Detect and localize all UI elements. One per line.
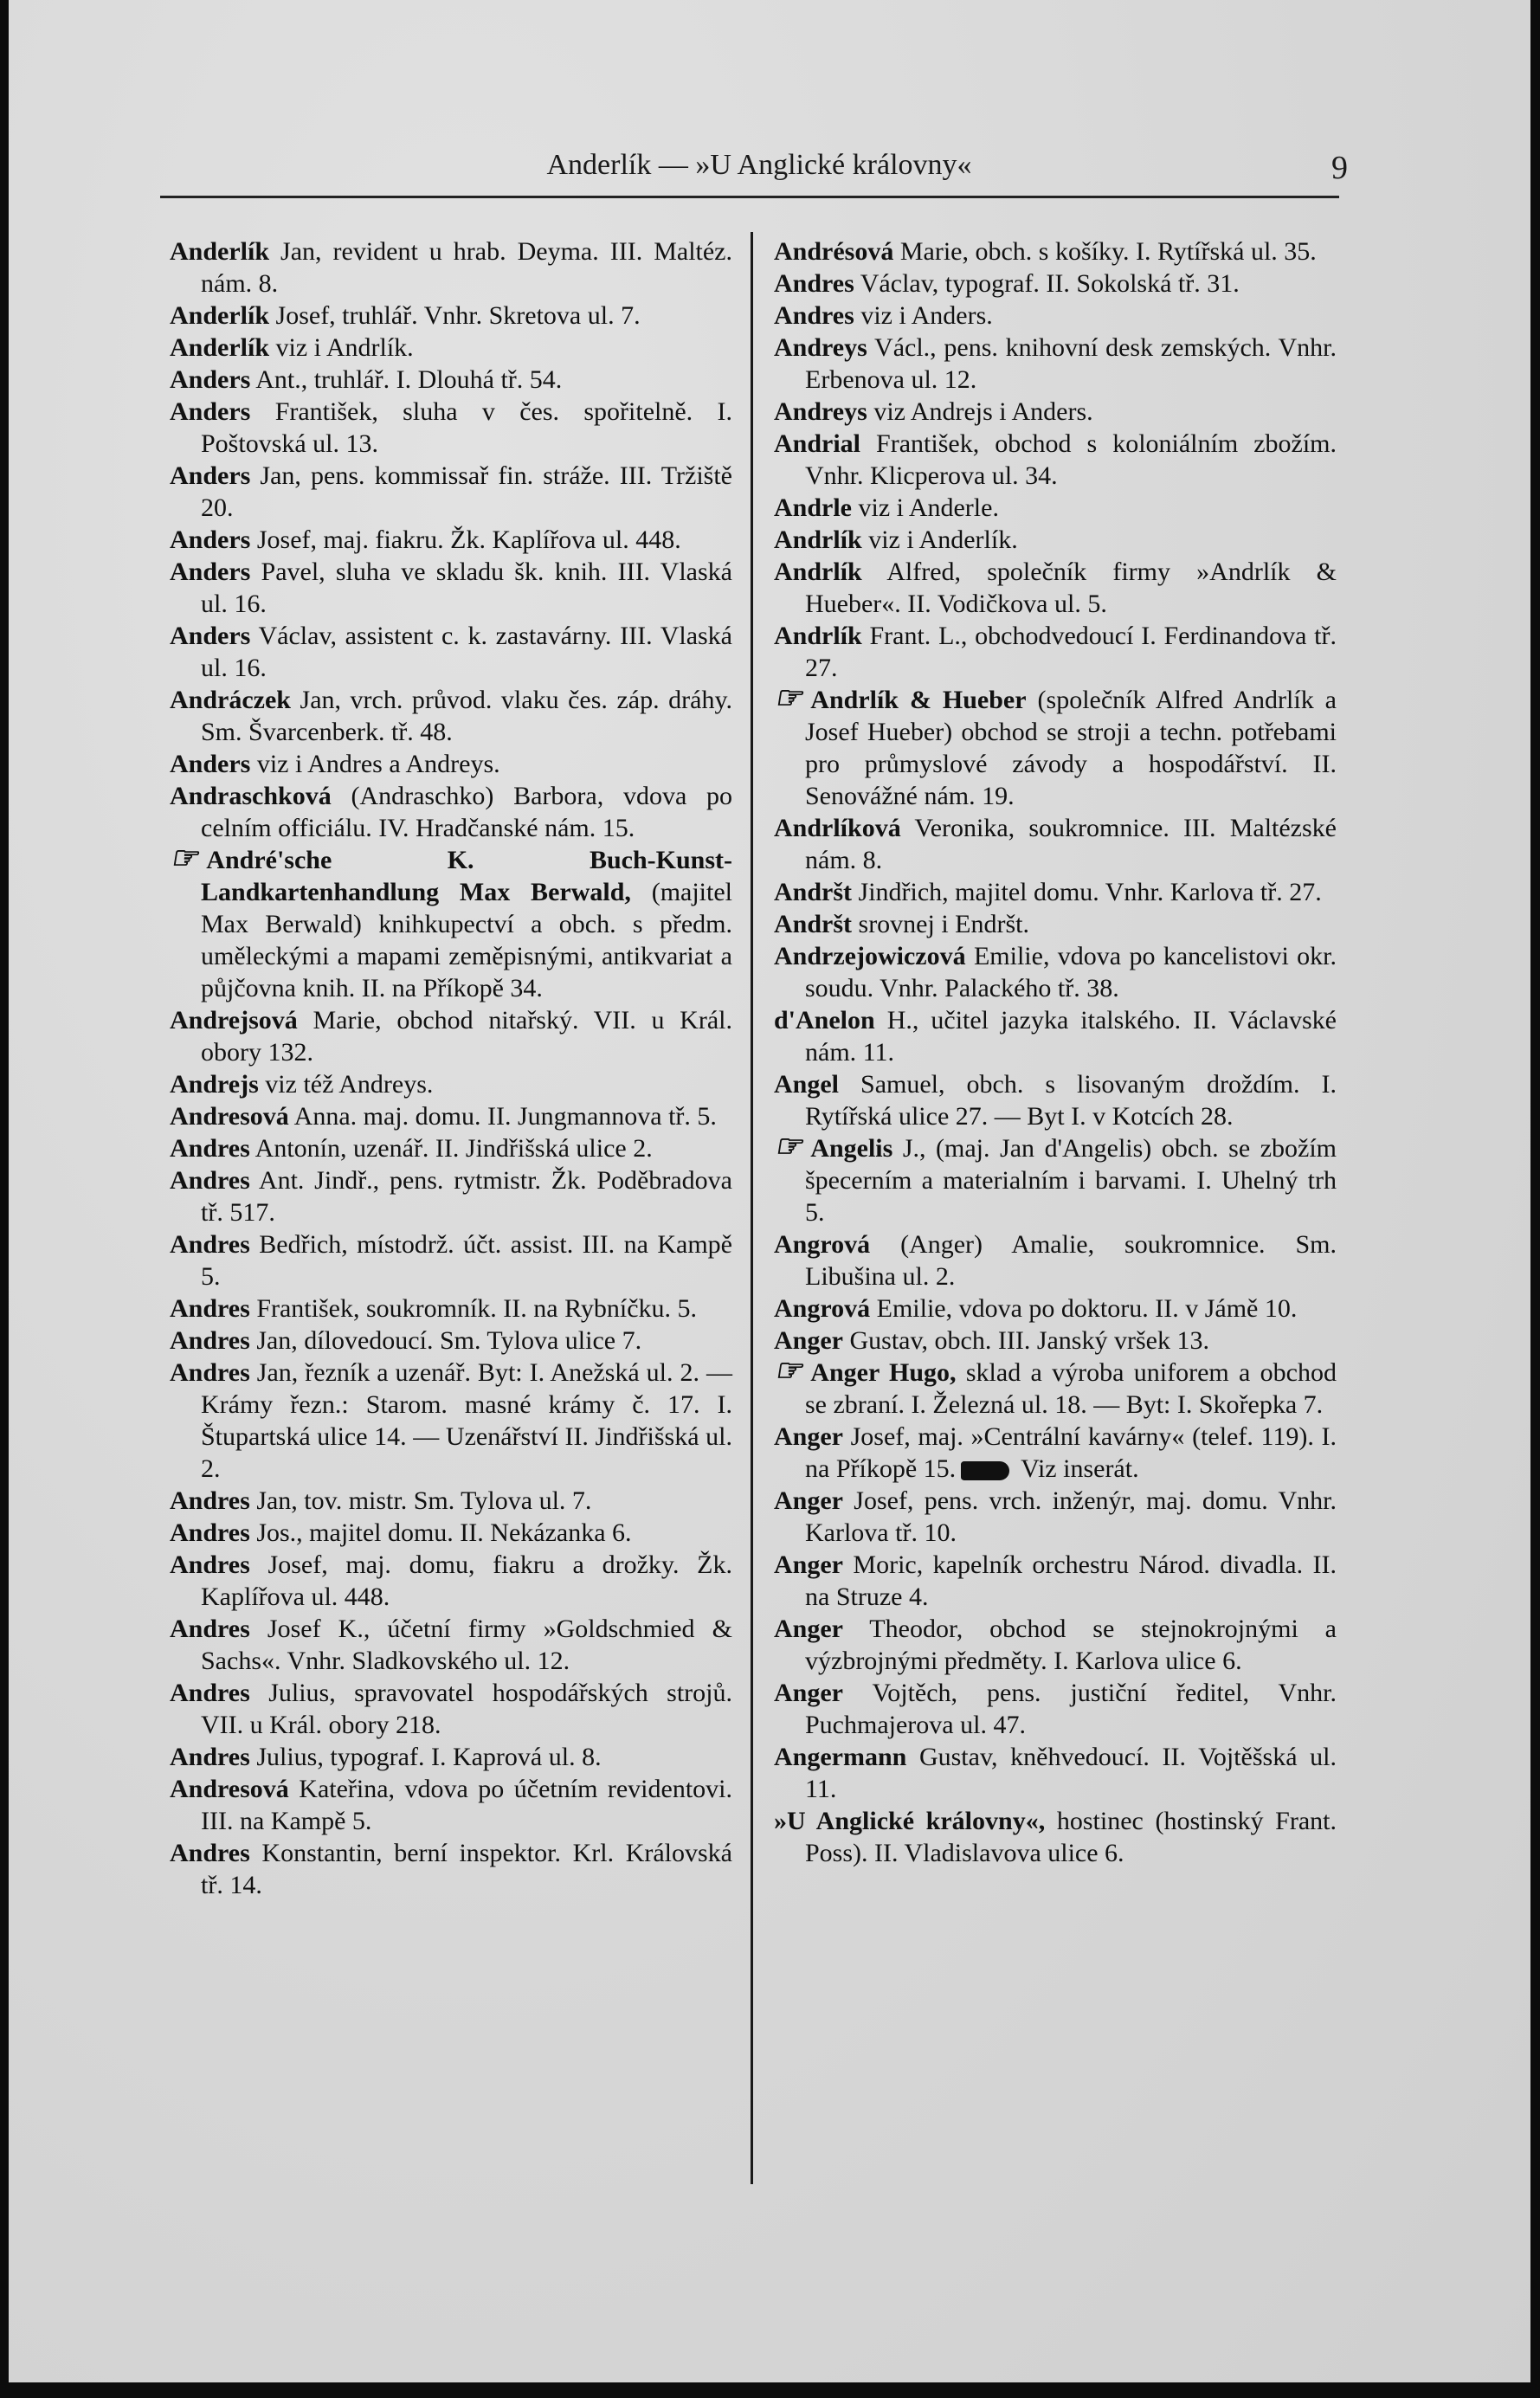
entry-name: Andres	[774, 301, 854, 330]
directory-entry	[170, 1228, 732, 1292]
directory-entry	[774, 1805, 1337, 1869]
entry-name: Andrejsová	[170, 1006, 298, 1035]
directory-entry	[774, 1613, 1337, 1677]
pointing-hand-icon: ☞	[170, 841, 198, 875]
entry-name: Andreys	[774, 397, 867, 426]
entry-details: Josef, maj. domu, fiakru a drožky. Žk. Kaplířova ul. 448.	[201, 1550, 732, 1611]
directory-entry	[774, 1325, 1337, 1357]
directory-entry	[774, 620, 1337, 684]
directory-entry	[774, 908, 1337, 940]
entry-details: (společník Alfred Andrlík a Josef Hueber) obchod se stroji a techn. potřebami pro průmyslové závody a hospodářství. II. Senovážné nám. 19.	[805, 686, 1337, 810]
entry-details: Moric, kapelník orchestru Národ. divadla. II. na Struze 4.	[805, 1550, 1337, 1611]
directory-entry	[170, 300, 732, 332]
entry-details: Josef, maj. fiakru. Žk. Kaplířova ul. 448.	[250, 525, 681, 554]
entry-details: Bedřich, místodrž. účt. assist. III. na Kampě 5.	[201, 1230, 732, 1291]
entry-details: Veronika, soukromnice. III. Maltézské nám. 8.	[805, 814, 1337, 874]
entry-details: Ant. Jindř., pens. rytmistr. Žk. Poděbradova tř. 517.	[201, 1166, 732, 1227]
entry-name: Andres	[170, 1518, 250, 1547]
directory-entry	[774, 1228, 1337, 1292]
entry-details: Frant. L., obchodvedoucí I. Ferdinandova tř. 27.	[805, 622, 1337, 682]
entry-name: Andres	[170, 1839, 250, 1867]
entry-details: J., (maj. Jan d'Angelis) obch. se zbožím špecerním a materialním i barvami. I. Uhelný trh 5.	[805, 1134, 1337, 1227]
entry-details: Marie, obchod nitařský. VII. u Král. obory 132.	[201, 1006, 732, 1067]
entry-name: Andrial	[774, 429, 861, 458]
entry-details: Pavel, sluha ve skladu šk. knih. III. Vlaská ul. 16.	[201, 558, 732, 618]
entry-name: Andrzejowiczová	[774, 942, 966, 970]
entry-name: Andres	[170, 1679, 250, 1707]
directory-entry	[170, 1517, 732, 1549]
entry-name: Andršt	[774, 878, 853, 906]
directory-entry	[170, 332, 732, 364]
entry-name: Andres	[170, 1358, 250, 1387]
entry-name: Anger	[774, 1679, 843, 1707]
entry-name: Andrlík	[774, 525, 862, 554]
directory-entry	[774, 1741, 1337, 1805]
entry-name: Andres	[774, 269, 854, 298]
entry-name: Anders	[170, 461, 251, 490]
entry-details: viz i Andrlík.	[269, 333, 414, 362]
entry-name: Andrlík	[774, 622, 862, 650]
pointing-hand-icon: ☞	[774, 1353, 802, 1388]
pointing-hand-icon: ☞	[774, 680, 802, 715]
directory-entry	[774, 235, 1337, 268]
entry-details: Gustav, kněhvedoucí. II. Vojtěšská ul. 11.	[805, 1743, 1337, 1803]
entry-details: František, obchod s koloniálním zbožím. Vnhr. Klicperova ul. 34.	[805, 429, 1337, 490]
entry-details: Jan, revident u hrab. Deyma. III. Maltéz. nám. 8.	[201, 237, 732, 298]
entry-details: Samuel, obch. s lisovaným droždím. I. Rytířská ulice 27. — Byt I. v Kotcích 28.	[805, 1070, 1337, 1131]
directory-entry	[170, 684, 732, 748]
entry-details: (Anger) Amalie, soukromnice. Sm. Libušina ul. 2.	[805, 1230, 1337, 1291]
entry-name: Andrésová	[774, 237, 894, 266]
entry-name: Andršt	[774, 910, 853, 938]
entry-details: srovnej i Endršt.	[852, 910, 1029, 938]
entry-name: André'sche K. Buch-Kunst-Landkartenhandlung Max Berwald,	[201, 846, 732, 906]
entry-details: Emilie, vdova po kancelistovi okr. soudu. Vnhr. Palackého tř. 38.	[805, 942, 1337, 1002]
running-title: Anderlík — »U Anglické královny«	[546, 149, 972, 181]
entry-details: Jan, dílovedoucí. Sm. Tylova ulice 7.	[249, 1326, 642, 1355]
directory-entry	[170, 396, 732, 460]
directory-entry	[774, 300, 1337, 332]
directory-entry	[170, 1485, 732, 1517]
entry-name: Andreys	[774, 333, 867, 362]
entry-name: Anderlík	[170, 333, 270, 362]
entry-name: Andres	[170, 1134, 250, 1163]
entry-details: Josef, truhlář. Vnhr. Skretova ul. 7.	[269, 301, 641, 330]
directory-entry	[170, 556, 732, 620]
entry-details: Theodor, obchod se stejnokrojnými a výzbrojnými předměty. I. Karlova ulice 6.	[805, 1615, 1337, 1675]
entry-name: Andrlík	[774, 558, 862, 586]
directory-entry	[774, 396, 1337, 428]
directory-entry	[774, 492, 1337, 524]
entry-details: viz i Anders.	[854, 301, 993, 330]
entry-details: sklad a výroba uniforem a obchod se zbraní. I. Železná ul. 18. — Byt: I. Skořepka 7.	[805, 1358, 1337, 1419]
directory-entry	[170, 1741, 732, 1773]
entry-name: Anger	[774, 1326, 843, 1355]
entry-name: Andres	[170, 1486, 250, 1515]
directory-entry	[774, 524, 1337, 556]
directory-entry	[170, 460, 732, 524]
entry-name: Anders	[170, 558, 251, 586]
entry-name: Anger	[774, 1486, 843, 1515]
entry-name: Andrlík & Hueber	[810, 686, 1027, 714]
entry-name: Andresová	[170, 1775, 289, 1803]
entry-details: viz i Anderlík.	[861, 525, 1018, 554]
directory-entry	[774, 680, 1337, 812]
entry-name: Andresová	[170, 1102, 289, 1131]
entry-name: Anderlík	[170, 237, 270, 266]
entry-name: Andres	[170, 1615, 250, 1643]
entry-details: Kateřina, vdova po účetním revidentovi. III. na Kampě 5.	[201, 1775, 732, 1835]
entry-details: Jindřich, majitel domu. Vnhr. Karlova tř. 27.	[852, 878, 1322, 906]
directory-entry	[774, 1353, 1337, 1421]
entry-details: Josef, pens. vrch. inženýr, maj. domu. Vnhr. Karlova tř. 10.	[805, 1486, 1337, 1547]
directory-entry	[170, 1004, 732, 1068]
entry-name: Angermann	[774, 1743, 907, 1771]
pointing-hand-icon: ☞	[774, 1129, 802, 1164]
entry-details: Marie, obch. s košíky. I. Rytířská ul. 35.	[893, 237, 1317, 266]
directory-entry	[170, 1613, 732, 1677]
entry-name: Andrlíková	[774, 814, 901, 842]
entry-name: Anger	[774, 1550, 843, 1579]
directory-entry	[170, 1292, 732, 1325]
entry-name: Anders	[170, 525, 251, 554]
directory-entry	[170, 1325, 732, 1357]
directory-entry	[170, 1837, 732, 1901]
entry-details: Anna. maj. domu. II. Jungmannova tř. 5.	[288, 1102, 717, 1131]
page-header	[171, 149, 1348, 194]
entry-details: Jos., majitel domu. II. Nekázanka 6.	[249, 1518, 632, 1547]
directory-entry	[774, 428, 1337, 492]
entry-details: Jan, pens. kommissař fin. stráže. III. Tržiště 20.	[201, 461, 732, 522]
entry-details: viz též Andreys.	[258, 1070, 434, 1099]
entry-name: Andres	[170, 1743, 250, 1771]
directory-entry	[170, 780, 732, 844]
pointing-finger-icon	[961, 1461, 1009, 1480]
entry-name: Anders	[170, 365, 251, 394]
directory-entry	[774, 876, 1337, 908]
entry-details: Ant., truhlář. I. Dlouhá tř. 54.	[250, 365, 563, 394]
entry-name: Angelis	[810, 1134, 893, 1163]
entry-details: František, soukromník. II. na Rybníčku. 5.	[249, 1294, 698, 1323]
directory-entry	[774, 1421, 1337, 1485]
directory-entry	[774, 1004, 1337, 1068]
entry-details: Antonín, uzenář. II. Jindřišská ulice 2.	[249, 1134, 653, 1163]
entry-name: Angrová	[774, 1294, 871, 1323]
entry-details: Václ., pens. knihovní desk zemských. Vnhr. Erbenova ul. 12.	[805, 333, 1337, 394]
entry-name: Anger Hugo,	[810, 1358, 957, 1387]
entry-name: Andrejs	[170, 1070, 259, 1099]
directory-entry	[170, 1773, 732, 1837]
entry-name: Angrová	[774, 1230, 871, 1259]
left-column	[170, 235, 732, 1901]
entry-details: Gustav, obch. III. Janský vršek 13.	[842, 1326, 1209, 1355]
directory-entry	[170, 235, 732, 300]
directory-entry	[170, 841, 732, 1004]
entry-name: Andres	[170, 1326, 250, 1355]
entry-details: viz Andrejs i Anders.	[867, 397, 1093, 426]
entry-details: Julius, typograf. I. Kaprová ul. 8.	[249, 1743, 602, 1771]
entry-details: Josef K., účetní firmy »Goldschmied & Sachs«. Vnhr. Sladkovského ul. 12.	[201, 1615, 732, 1675]
entry-name: Andres	[170, 1550, 250, 1579]
directory-entry	[170, 1132, 732, 1164]
directory-entry	[170, 748, 732, 780]
entry-details: Josef, maj. »Centrální kavárny« (telef. 119). I. na Příkopě 15.	[805, 1422, 1337, 1483]
directory-entry	[774, 1485, 1337, 1549]
entry-name: Anger	[774, 1422, 843, 1451]
entry-details: Julius, spravovatel hospodářských strojů. VII. u Král. obory 218.	[201, 1679, 732, 1739]
directory-entry	[774, 1677, 1337, 1741]
entry-details: hostinec (hostinský Frant. Poss). II. Vladislavova ulice 6.	[805, 1807, 1337, 1867]
entry-details: Jan, řezník a uzenář. Byt: I. Anežská ul. 2. — Krámy řezn.: Starom. masné krámy č. 17. I. Štupartská ulice 14. — Uzenářství II. Jindřišská ul. 2.	[201, 1358, 732, 1483]
entry-note: Viz inserát.	[1015, 1454, 1139, 1483]
entry-details: František, sluha v čes. spořitelně. I. Poštovská ul. 13.	[201, 397, 732, 458]
entry-name: Anderlík	[170, 301, 270, 330]
directory-entry	[170, 1549, 732, 1613]
directory-entry	[774, 268, 1337, 300]
entry-details: Emilie, vdova po doktoru. II. v Jámě 10.	[870, 1294, 1298, 1323]
directory-entry	[170, 1677, 732, 1741]
directory-entry	[774, 332, 1337, 396]
directory-entry	[774, 1549, 1337, 1613]
header-rule	[160, 196, 1339, 198]
entry-details: Alfred, společník firmy »Andrlík & Hueber«. II. Vodičkova ul. 5.	[805, 558, 1337, 618]
entry-name: Andres	[170, 1166, 250, 1195]
entry-name: Andrle	[774, 493, 852, 522]
directory-entry	[774, 940, 1337, 1004]
directory-entry	[170, 364, 732, 396]
entry-name: »U Anglické královny«,	[774, 1807, 1046, 1835]
directory-entry	[170, 620, 732, 684]
entry-name: d'Anelon	[774, 1006, 875, 1035]
entry-details: Jan, tov. mistr. Sm. Tylova ul. 7.	[249, 1486, 592, 1515]
entry-details: Jan, vrch. průvod. vlaku čes. záp. dráhy. Sm. Švarcenberk. tř. 48.	[201, 686, 732, 746]
directory-entry	[774, 812, 1337, 876]
entry-details: (majitel Max Berwald) knihkupectví a obch. s předm. uměleckými a mapami zeměpisnými, antikvariat a půjčovna knih. II. na Příkopě 34.	[201, 878, 732, 1002]
entry-name: Anders	[170, 397, 251, 426]
directory-entry	[774, 556, 1337, 620]
entry-name: Andres	[170, 1294, 250, 1323]
entry-details: Václav, typograf. II. Sokolská tř. 31.	[854, 269, 1240, 298]
right-column	[774, 235, 1337, 1869]
directory-entry	[774, 1068, 1337, 1132]
entry-details: Václav, assistent c. k. zastavárny. III. Vlaská ul. 16.	[201, 622, 732, 682]
entry-details: viz i Anderle.	[852, 493, 999, 522]
directory-entry	[170, 1357, 732, 1485]
entry-details: Konstantin, berní inspektor. Krl. Královská tř. 14.	[201, 1839, 732, 1899]
entry-details: H., učitel jazyka italského. II. Václavské nám. 11.	[805, 1006, 1337, 1067]
entry-details: Vojtěch, pens. justiční ředitel, Vnhr. Puchmajerova ul. 47.	[805, 1679, 1337, 1739]
page-number: 9	[1331, 150, 1348, 186]
entry-details: (Andraschko) Barbora, vdova po celním officiálu. IV. Hradčanské nám. 15.	[201, 782, 732, 842]
entry-name: Andraschková	[170, 782, 332, 810]
entry-name: Angel	[774, 1070, 839, 1099]
directory-entry	[170, 1068, 732, 1100]
directory-entry	[170, 1100, 732, 1132]
directory-entry	[774, 1129, 1337, 1228]
directory-entry	[774, 1292, 1337, 1325]
directory-entry	[170, 1164, 732, 1228]
entry-name: Anders	[170, 622, 251, 650]
entry-name: Anger	[774, 1615, 843, 1643]
entry-name: Andráczek	[170, 686, 291, 714]
column-divider	[751, 232, 753, 2184]
directory-entry	[170, 524, 732, 556]
entry-name: Andres	[170, 1230, 250, 1259]
entry-details: viz i Andres a Andreys.	[250, 750, 500, 778]
entry-name: Anders	[170, 750, 251, 778]
